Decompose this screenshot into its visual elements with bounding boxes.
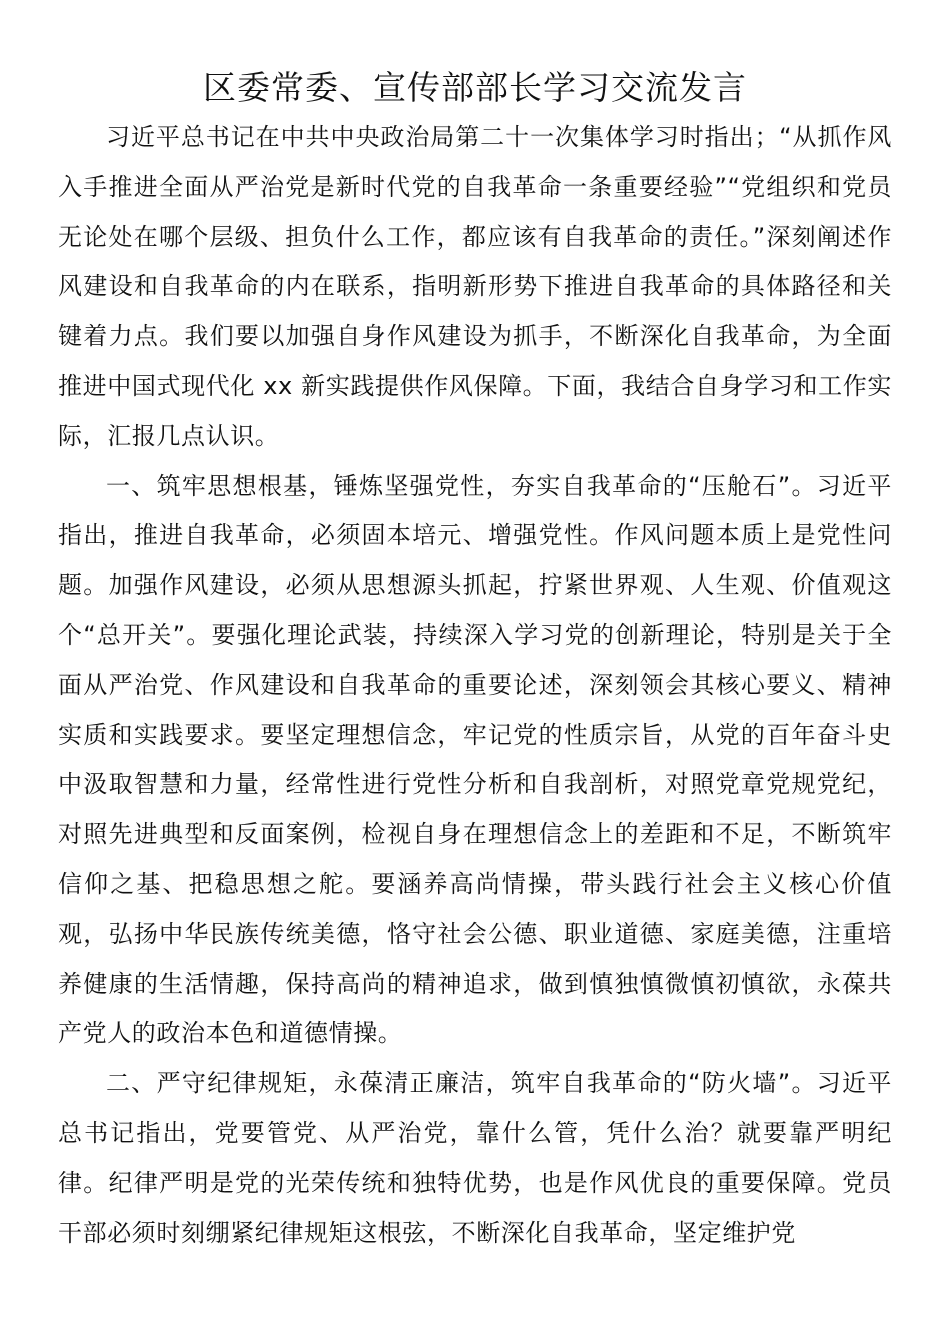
- paragraph-intro: 习近平总书记在中共中央政治局第二十一次集体学习时指出；“从抓作风入手推进全面从严治党是新时代党的自我革命一条重要经验”“党组织和党员无论处在哪个层级、担负什么工作，都应该有自我革命的责任。”深刻阐述作风建设和自我革命的内在联系，指明新形势下推进自我革命的具体路径和关键着力点。我们要以加强自身作风建设为抓手，不断深化自我革命，为全面推进中国式现代化 xx 新实践提供作风保障。下面，我结合自身学习和工作实际，汇报几点认识。: [58, 123, 892, 450]
- document-body: [58, 113, 892, 1258]
- paragraph-section-two: 二、严守纪律规矩，永葆清正廉洁，筑牢自我革命的“防火墙”。习近平总书记指出，党要管党、从严治党，靠什么管，凭什么治？就要靠严明纪律。纪律严明是党的光荣传统和独特优势，也是作风优良的重要保障。党员干部必须时刻绷紧纪律规矩这根弦，不断深化自我革命，坚定维护党: [58, 1069, 892, 1247]
- paragraph-section-one: 一、筑牢思想根基，锤炼坚强党性，夯实自我革命的“压舱石”。习近平指出，推进自我革命，必须固本培元、增强党性。作风问题本质上是党性问题。加强作风建设，必须从思想源头抓起，拧紧世界观、人生观、价值观这个“总开关”。要强化理论武装，持续深入学习党的创新理论，特别是关于全面从严治党、作风建设和自我革命的重要论述，深刻领会其核心要义、精神实质和实践要求。要坚定理想信念，牢记党的性质宗旨，从党的百年奋斗史中汲取智慧和力量，经常性进行党性分析和自我剖析，对照党章党规党纪，对照先进典型和反面案例，检视自身在理想信念上的差距和不足，不断筑牢信仰之基、把稳思想之舵。要涵养高尚情操，带头践行社会主义核心价值观，弘扬中华民族传统美德，恪守社会公德、职业道德、家庭美德，注重培养健康的生活情趣，保持高尚的精神追求，做到慎独慎微慎初慎欲，永葆共产党人的政治本色和道德情操。: [58, 471, 892, 1048]
- document-title: 区委常委、宣传部部长学习交流发言: [203, 68, 747, 107]
